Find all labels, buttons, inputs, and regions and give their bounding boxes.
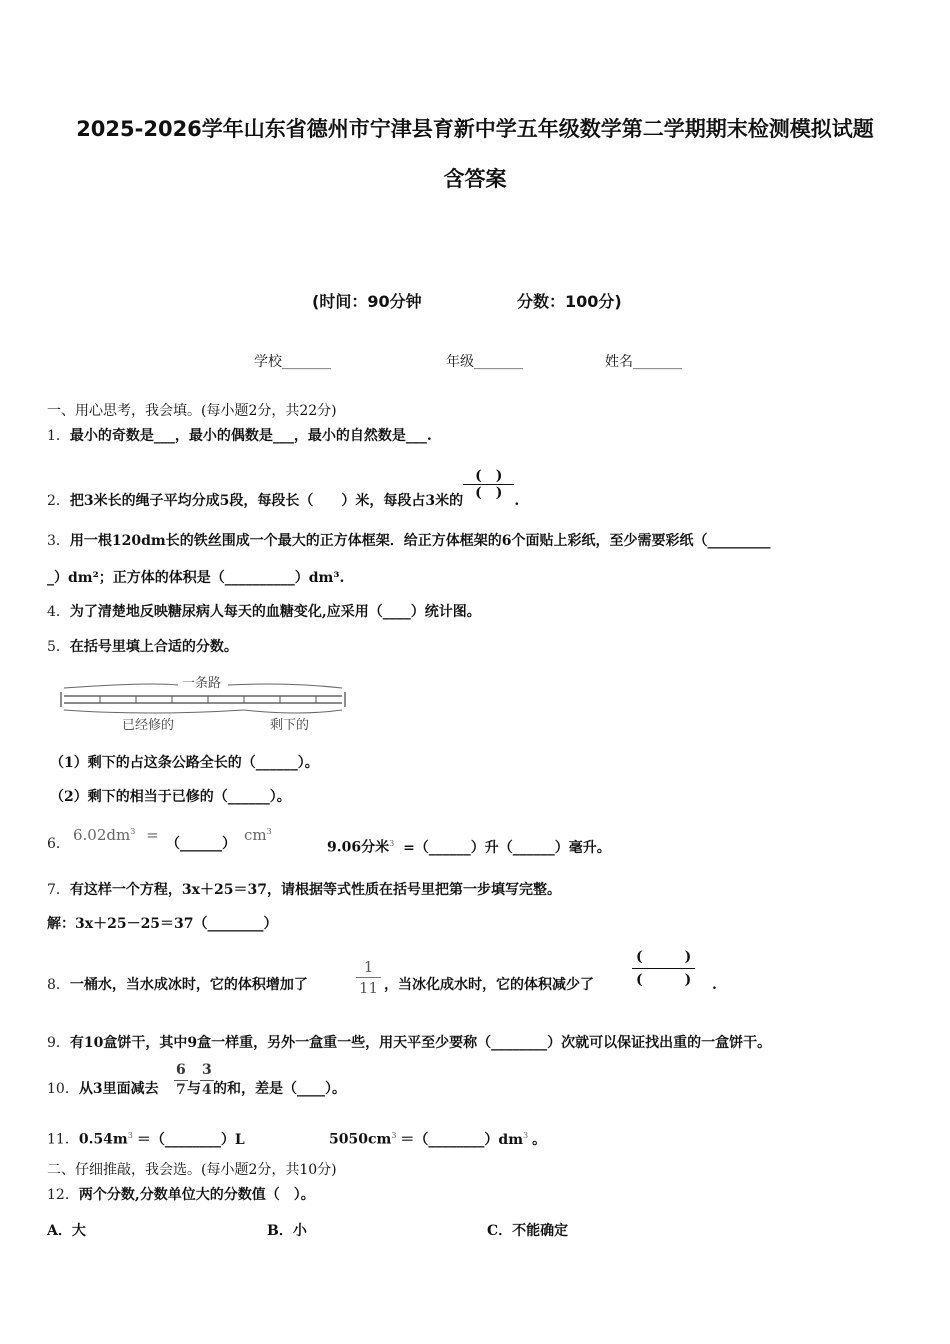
q5-number: 5． [47,639,70,655]
q10-mid: 与 [187,1081,201,1097]
q12-number: 12． [47,1187,79,1203]
question-11-b [329,1126,546,1150]
q2-frac-bot: ( ) [463,484,514,501]
q8-answer-top: ( ) [636,949,692,965]
question-1 [47,426,432,446]
question-2 [47,466,520,509]
q10-fraction-1 [174,1061,188,1100]
q2-frac-top: ( ) [475,468,503,484]
q2-number: 2． [47,492,70,509]
q4-number: 4． [47,604,70,620]
q6-a-blank: （______） [166,836,236,852]
q11-a-sup: 3 [127,1131,133,1140]
brace-top-right [228,684,342,688]
section-1-heading: 一、用心思考，我会填。(每小题2分，共22分) [47,403,337,419]
q9-number: 9． [47,1035,70,1051]
q10-f1-num: 6 [176,1062,186,1078]
question-3 [47,531,771,551]
question-9 [47,1033,771,1053]
road-diagram [58,670,348,734]
q6-b-text: 9.06分米 [327,839,390,856]
q2-text: 把3米长的绳子平均分成5段，每段长（ ）米，每段占3米的 [69,492,464,509]
q5-text: 在括号里填上合适的分数。 [69,639,238,655]
q6-a-value-text: 6.02dm [73,826,131,844]
grade-field: 年级_______ [446,354,523,370]
q8-end: . [712,977,717,993]
question-7 [47,880,561,900]
q5-sub-1: （1）剩下的占这条公路全长的（______）。 [50,755,319,771]
q2-end: . [514,492,520,509]
q11-b-sup: 3 [391,1131,397,1140]
q6-b-sup: 3 [389,839,395,848]
question-8 [47,975,308,995]
q8-text: 一桶水，当水成冰时，它的体积增加了 [69,977,308,993]
road-label-left: 已经修的 [122,718,175,733]
q8-frac-den: 11 [356,977,381,998]
question-6 [47,834,70,854]
q11-a: 0.54m [78,1131,128,1148]
q11-number: 11． [47,1131,79,1148]
q3-number: 3． [47,533,70,549]
q8-text2: ，当冰化成水时，它的体积减少了 [384,977,594,993]
q10-post: 的和，差是（____）。 [213,1081,346,1097]
q6-b [327,834,611,858]
q10-f2-num: 3 [202,1062,212,1078]
q2-fraction [463,468,514,501]
page-title: 2025-2026学年山东省德州市宁津县育新中学五年级数学第二学期期末检测模拟试题 [76,117,874,141]
page-title-line2: 含答案 [443,167,507,191]
q6-b-rest: =（______）升（______）毫升。 [403,839,611,856]
question-10 [47,1079,159,1099]
school-field: 学校_______ [254,354,331,370]
q7-text: 有这样一个方程，3x＋25＝37，请根据等式性质在括号里把第一步填写完整。 [69,882,561,898]
name-field: 姓名_______ [605,354,682,370]
q7-number: 7． [47,882,70,898]
brace-bottom-right [244,710,342,713]
q12-option-a[interactable]: A．大 [47,1223,86,1239]
q10-fraction-2 [200,1061,214,1100]
q11-b-end: 。 [532,1131,547,1148]
q12-text: 两个分数,分数单位大的分数值（ ）。 [78,1187,315,1203]
q5-sub-2: （2）剩下的相当于已修的（______）。 [50,789,291,805]
q11-b: 5050cm [329,1131,392,1148]
question-4 [47,602,481,622]
q1-text: 最小的奇数是___，最小的偶数是___，最小的自然数是___. [69,428,432,444]
q6-a-sup: 3 [130,827,136,836]
q7-solution: 解：3x＋25－25＝37（________） [47,916,278,932]
q10-f2-den: 4 [202,1082,212,1098]
q4-text: 为了清楚地反映糖尿病人每天的血糖变化,应采用（____）统计图。 [69,604,481,620]
q10-pre: 从3里面减去 [78,1081,159,1097]
q8-number: 8． [47,977,70,993]
q3-line1: 用一根120dm长的铁丝围成一个最大的正方体框架．给正方体框架的6个面贴上彩纸，至少需要彩纸（_________ [69,533,771,549]
q3-line2: _）dm²；正方体的体积是（__________）dm³. [47,570,345,586]
q6-a-unit-text: cm [244,826,267,844]
q8-fraction [356,957,381,998]
q10-number: 10． [47,1081,79,1097]
road-label-right: 剩下的 [270,718,310,733]
q12-option-c[interactable]: C．不能确定 [487,1223,569,1239]
q6-a-unit [244,826,272,844]
brace-top-left [64,684,178,688]
q11-b-rest-sup: 3 [523,1131,529,1140]
question-11 [47,1126,245,1150]
q10-f1-den: 7 [176,1082,186,1098]
q9-text: 有10盒饼干，其中9盒一样重，另外一盒重一些，用天平至少要称（________）次就可以保证找出重的一盒饼干。 [69,1035,772,1051]
q6-a-value [73,826,159,844]
exam-score: 分数：100分) [517,292,622,311]
q1-number: 1． [47,428,70,444]
q12-option-b[interactable]: B．小 [267,1223,307,1239]
brace-bottom-left [64,710,244,713]
q6-a-unit-sup: 3 [266,827,272,836]
q6-number: 6． [47,836,70,852]
question-5 [47,637,238,657]
exam-time: (时间：90分钟 [312,292,422,311]
q11-a-rest: ＝（________）L [136,1131,245,1148]
road-label-top: 一条路 [182,676,222,691]
question-12 [47,1185,315,1205]
q8-answer-bot: ( ) [632,968,695,991]
road-ticks [100,696,316,703]
q8-answer-fraction [632,946,695,991]
q8-frac-num: 1 [363,958,374,976]
section-2-heading: 二、仔细推敲，我会选。(每小题2分，共10分) [47,1162,337,1178]
q11-b-rest: ＝（________）dm [400,1131,524,1148]
q6-a-eq: = [146,826,159,844]
